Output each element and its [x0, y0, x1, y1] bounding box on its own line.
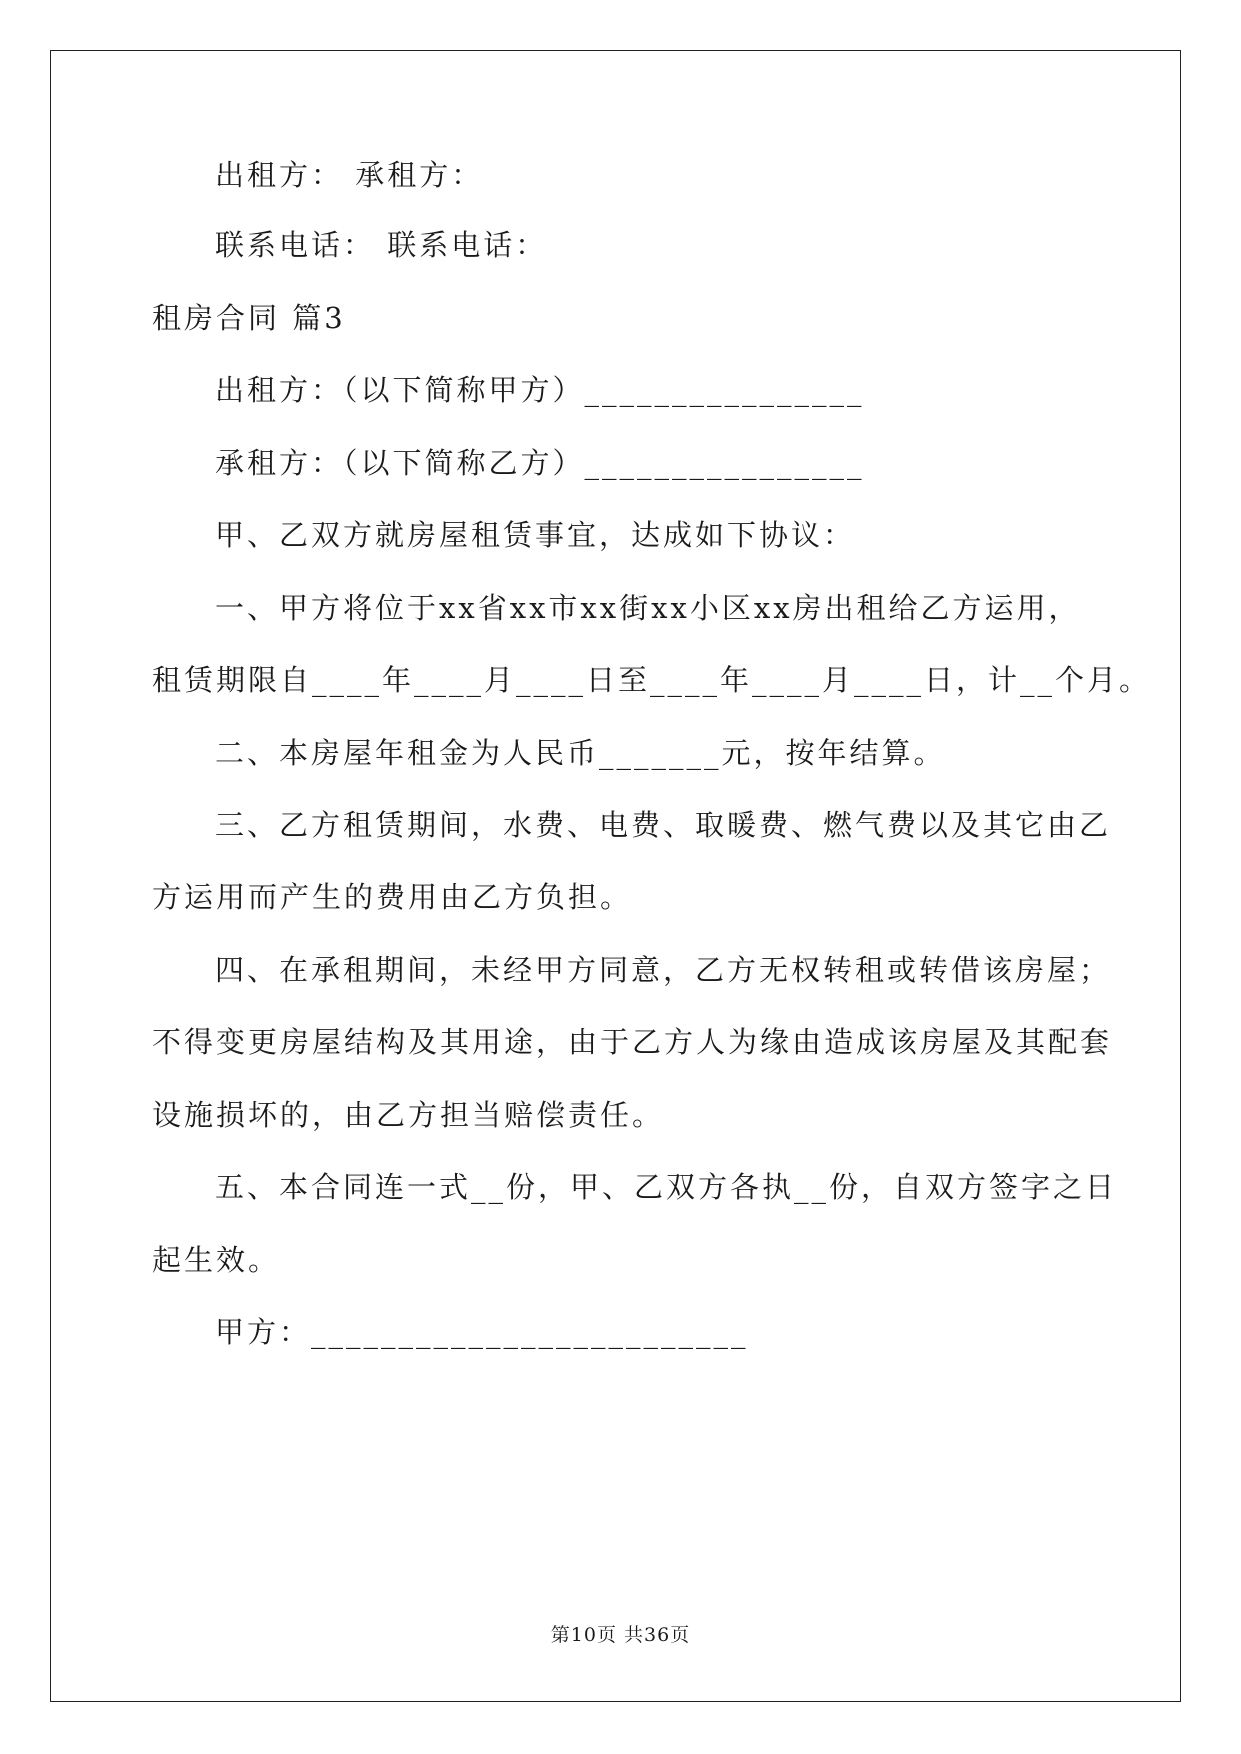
- contact-phone-line: 联系电话： 联系电话：: [215, 228, 548, 262]
- clause-5-line-1: 五、本合同连一式__份，甲、乙双方各执__份，自双方签字之日: [215, 1170, 1118, 1204]
- clause-3-line-2: 方运用而产生的费用由乙方负担。: [152, 880, 633, 914]
- clause-5-line-2: 起生效。: [152, 1243, 281, 1277]
- section-heading: 租房合同 篇3: [152, 301, 346, 335]
- clause-4-line-3: 设施损坏的，由乙方担当赔偿责任。: [152, 1098, 665, 1132]
- clause-4-line-1: 四、在承租期间，未经甲方同意，乙方无权转租或转借该房屋；: [215, 953, 1112, 987]
- party-a-signature-line: 甲方：_________________________: [215, 1315, 749, 1349]
- lessor-lessee-line: 出租方： 承租方：: [215, 158, 484, 192]
- lessee-party-line: 承租方：（以下简称乙方）________________: [215, 446, 865, 480]
- page-number-footer: 第10页 共36页: [550, 1624, 691, 1646]
- clause-2: 二、本房屋年租金为人民币_______元，按年结算。: [215, 736, 946, 770]
- agreement-intro: 甲、乙双方就房屋租赁事宜，达成如下协议：: [215, 518, 856, 552]
- lessor-party-line: 出租方：（以下简称甲方）________________: [215, 373, 865, 407]
- clause-1-line-1: 一、甲方将位于xx省xx市xx街xx小区xx房出租给乙方运用，: [215, 591, 1081, 625]
- clause-3-line-1: 三、乙方租赁期间，水费、电费、取暖费、燃气费以及其它由乙: [215, 808, 1112, 842]
- clause-4-line-2: 不得变更房屋结构及其用途，由于乙方人为缘由造成该房屋及其配套: [152, 1025, 1113, 1059]
- clause-1-line-2: 租赁期限自____年____月____日至____年____月____日，计__个月。: [152, 663, 1152, 697]
